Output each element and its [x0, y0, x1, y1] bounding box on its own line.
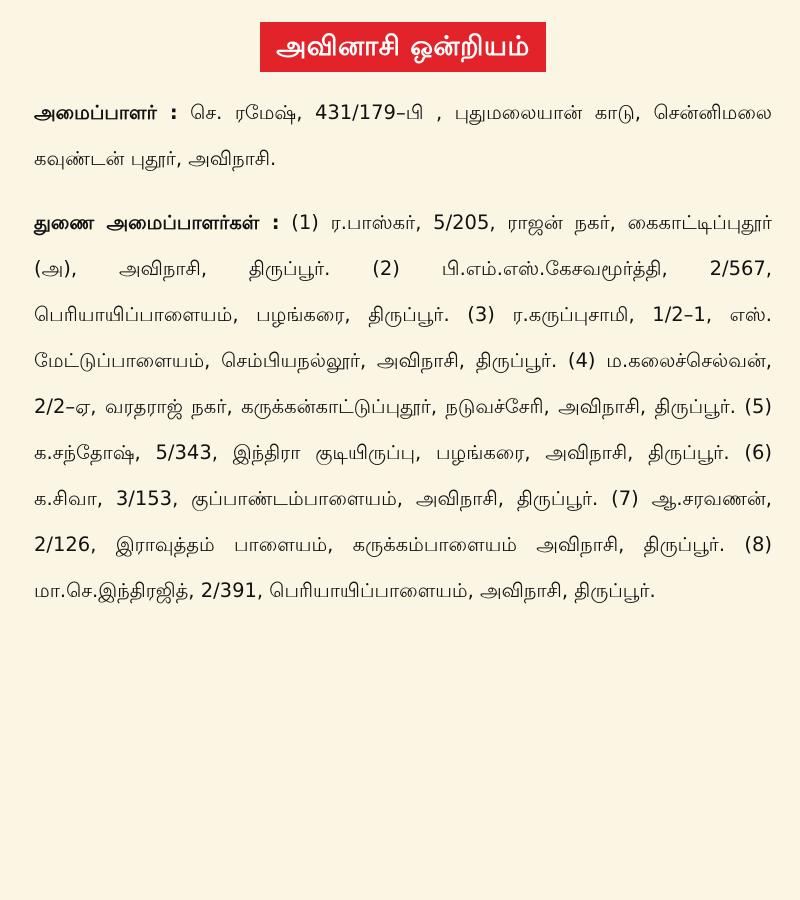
organizer-label: அமைப்பாளர் : — [34, 101, 178, 124]
deputy-organizers-details: (1) ர.பாஸ்கர், 5/205, ராஜன் நகர், கைகாட்டிப்புதூர் (அ), அவிநாசி, திருப்பூர். (2) பி.எம்.எஸ்.கேசவமூர்த்தி, 2/567, பெரியாயிப்பாளையம், பழங்கரை, திருப்பூர். (3) ர.கருப்புசாமி, 1/2–1, எஸ். மேட்டுப்பாளையம், செம்பியநல்லூர், அவிநாசி, திருப்பூர். (4) ம.கலைச்செல்வன், 2/2–ஏ, வரதராஜ் நகர், கருக்கன்காட்டுப்புதூர், நடுவச்சேரி, அவிநாசி, திருப்பூர். (5) க.சந்தோஷ், 5/343, இந்திரா குடியிருப்பு, பழங்கரை, அவிநாசி, திருப்பூர். (6) க.சிவா, 3/153, குப்பாண்டம்பாளையம், அவிநாசி, திருப்பூர். (7) ஆ.சரவணன், 2/126, இராவுத்தம் பாளையம், கருக்கம்பாளையம் அவிநாசி, திருப்பூர். (8) மா.செ.இந்திரஜித், 2/391, பெரியாயிப்பாளையம், அவிநாசி, திருப்பூர். — [34, 211, 772, 602]
title-bar — [34, 0, 772, 68]
deputy-organizers-label: துணை அமைப்பாளர்கள் : — [34, 211, 280, 234]
page-title: அவினாசி ஒன்றியம் — [260, 22, 545, 72]
deputy-organizers-paragraph — [34, 200, 772, 614]
document-body — [34, 90, 772, 614]
organizer-details: செ. ரமேஷ், 431/179–பி , புதுமலையான் காடு, சென்னிமலை கவுண்டன் புதூர், அவிநாசி. — [34, 101, 772, 170]
organizer-paragraph — [34, 90, 772, 182]
